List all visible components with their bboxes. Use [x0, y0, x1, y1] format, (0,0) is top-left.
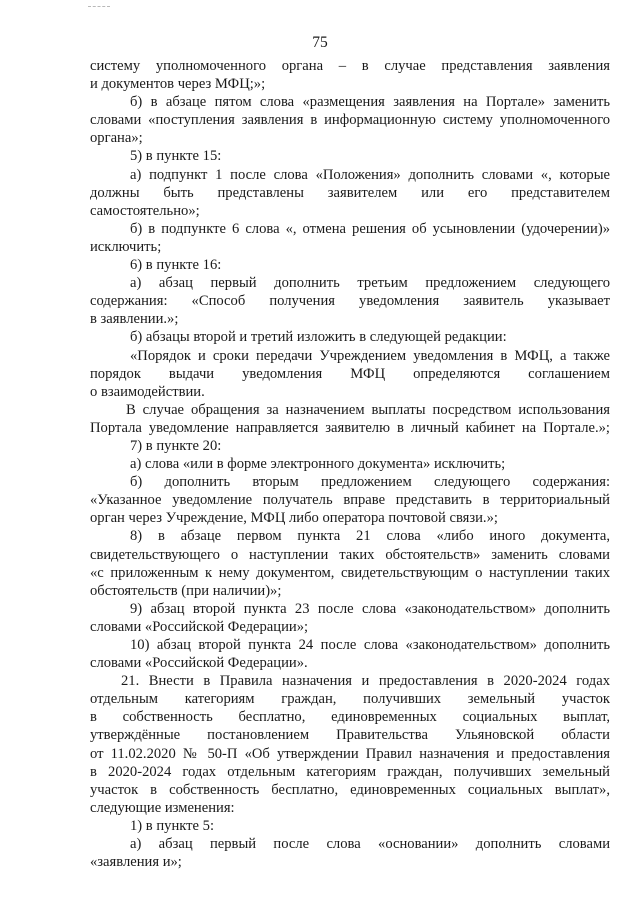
text-line: В случае обращения за назначением выплаты посредством использования	[126, 401, 610, 418]
text-line: системy уполномоченного органа – в случае представления заявления	[90, 58, 610, 74]
text-line: орган через Учреждение, МФЦ либо оператора почтовой связи.»;	[90, 510, 498, 527]
text-line: б) абзацы второй и третий изложить в следующей редакции:	[130, 329, 507, 346]
text-line: участок в собственность бесплатно, единовременных социальных выплат»,	[90, 781, 610, 798]
text-line: «с приложенным к нему документом, свидетельствующим о наступлении таких	[90, 564, 610, 581]
text-line: 10) абзац второй пункта 24 после слова «законодательством» дополнить	[130, 637, 610, 653]
text-line: словами «Российской Федерации».	[90, 655, 308, 672]
text-line: а) абзац первый дополнить третьим предложением следующего	[130, 275, 610, 292]
text-line: «заявления и»;	[90, 854, 182, 871]
text-line: 21. Внести в Правила назначения и предоставления в 2020-2024 годах	[121, 673, 610, 690]
text-line: органа»;	[90, 130, 143, 147]
text-line: о взаимодействии.	[90, 383, 205, 400]
text-line: в заявлении.»;	[90, 311, 179, 328]
text-line: обстоятельств (при наличии)»;	[90, 582, 282, 599]
text-line: в собственность бесплатно, единовременных социальных выплат,	[90, 709, 610, 726]
text-line: и документов через МФЦ;»;	[90, 76, 266, 93]
text-line: 8) в абзаце первом пункта 21 слова «либо иного документа,	[130, 528, 610, 545]
text-line: словами «Российской Федерации»;	[90, 618, 309, 635]
scan-artifact-mark	[88, 6, 110, 7]
text-line: исключить;	[90, 238, 162, 255]
text-line: 9) абзац второй пункта 23 после слова «законодательством» дополнить	[130, 600, 610, 617]
text-line: свидетельствующего о наступлении таких обстоятельств» заменить словами	[90, 546, 610, 563]
text-line: «Порядок и сроки передачи Учреждением уведомления в МФЦ, а также	[130, 347, 610, 364]
text-line: б) в абзаце пятом слова «размещения заявления на Портале» заменить	[130, 94, 610, 111]
text-line: отдельным категориям граждан, получивших земельный участок	[90, 691, 610, 708]
text-line: Портала уведомление направляется заявителю в личный кабинет на Портале.»;	[90, 419, 610, 436]
text-line: 5) в пункте 15:	[130, 148, 222, 165]
text-line: словами «поступления заявления в информационную систему уполномоченного	[90, 112, 610, 129]
text-line: от 11.02.2020 № 50-П «Об утверждении Правил назначения и предоставления	[90, 745, 610, 762]
text-line: должны быть представлены заявителем или его представителем	[90, 184, 610, 201]
text-line: а) подпункт 1 после слова «Положения» дополнить словами «, которые	[130, 166, 610, 183]
text-line: утверждённые постановлением Правительства Ульяновской области	[90, 727, 610, 744]
text-line: а) абзац первый после слова «основании» дополнить словами	[130, 836, 610, 853]
text-line: содержания: «Способ получения уведомления заявитель указывает	[90, 293, 610, 310]
text-line: б) дополнить вторым предложением следующего содержания:	[130, 474, 610, 491]
text-line: 7) в пункте 20:	[130, 437, 222, 454]
text-line: 6) в пункте 16:	[130, 257, 222, 274]
document-body	[90, 57, 610, 871]
text-line: 1) в пункте 5:	[130, 817, 215, 834]
page-number: 75	[312, 34, 328, 51]
text-line: следующие изменения:	[90, 799, 235, 816]
text-line: «Указанное уведомление получатель вправе представить в территориальный	[90, 492, 610, 509]
text-line: а) слова «или в форме электронного документа» исключить;	[130, 456, 506, 473]
text-line: самостоятельно»;	[90, 202, 200, 219]
text-line: б) в подпункте 6 слова «, отмена решения об усыновлении (удочерении)»	[130, 220, 610, 237]
text-line: порядок выдачи уведомления МФЦ определяются соглашением	[90, 365, 610, 382]
text-line: в 2020-2024 годах отдельным категориям граждан, получивших земельный	[90, 763, 610, 780]
